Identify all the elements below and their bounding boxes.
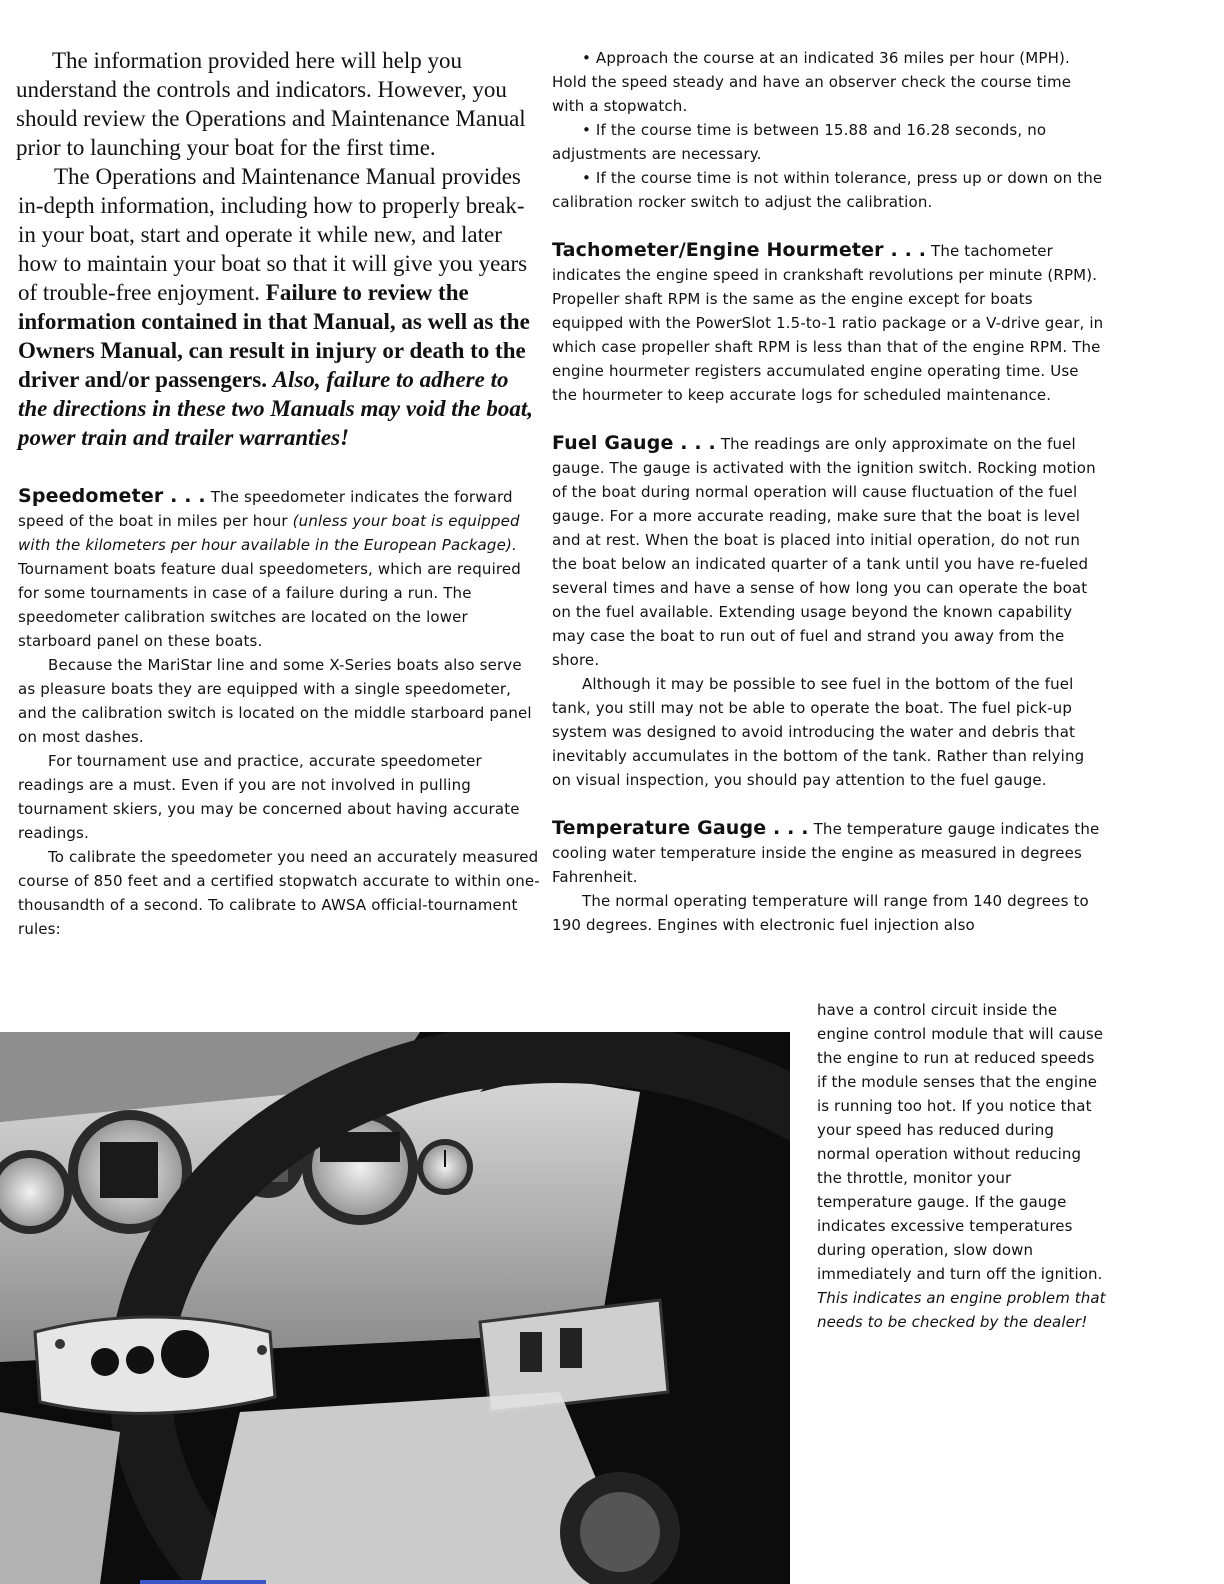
accent-bar (140, 1580, 266, 1584)
speedometer-text-a: The speedometer indicates the forward speed of the boat in miles per hour (18, 488, 513, 530)
speedometer-paragraph-4: To calibrate the speedometer you need an accurately measured course of 850 feet and a certified stopwatch accurate to within one-thousandth of a second. To calibrate to AWSA official-tournament rules: (18, 848, 540, 938)
fuel-paragraph-1 (552, 431, 1104, 672)
tachometer-text: The tachometer indicates the engine speed in crankshaft revolutions per minute (RPM). Propeller shaft RPM is the same as the engine except for boats equipped with the PowerSlot 1.5-to-1 ratio package or a V-drive gear, in which case propeller shaft RPM is less than that of the engine RPM. The engine hourmeter registers accumulated engine operating time. Use the hourmeter to keep accurate logs for scheduled maintenance. (552, 242, 1104, 404)
tachometer-heading: Tachometer/Engine Hourmeter . . . (552, 239, 927, 261)
left-column (18, 46, 540, 941)
intro-section (18, 46, 540, 452)
fuel-text: The readings are only approximate on the fuel gauge. The gauge is activated with the ignition switch. Rocking motion of the boat during normal operation will cause fluctuation of the fuel gauge. For a more accurate reading, make sure that the boat is level and at rest. When the boat is placed into initial operation, do not run the boat below an indicated quarter of a tank until you have re-fueled several times and have a sense of how long you can operate the boat on the fuel available. Extending usage beyond the known capability may case the boat to run out of fuel and strand you away from the shore. (552, 435, 1096, 669)
speedometer-text-b: Tournament boats feature dual speedometers, which are required for some tournaments in case of a failure during a run. The speedometer calibration switches are located on the lower starboard panel on these boats. (18, 560, 521, 650)
speedometer-heading: Speedometer . . . (18, 485, 206, 507)
intro-paragraph-2 (18, 162, 540, 452)
dashboard-illustration (0, 1032, 790, 1584)
speedometer-section (18, 484, 540, 941)
temperature-wrap-body: have a control circuit inside the engine control module that will cause the engine to run at reduced speeds if the module senses that the engine is running too hot. If you notice that your speed has reduced during normal operation without reducing the throttle, monitor your temperature gauge. If the gauge indicates excessive temperatures during operation, slow down immediately and turn off the ignition. (817, 1001, 1104, 1283)
dashboard-photo (0, 1032, 790, 1584)
temperature-paragraph-2-continued (817, 998, 1107, 1334)
fuel-paragraph-2: Although it may be possible to see fuel in the bottom of the fuel tank, you still may not be able to operate the boat. The fuel pick-up system was designed to avoid introducing the water and debris that inevitably accumulates in the bottom of the tank. Rather than relying on visual inspection, you should pay attention to the fuel gauge. (552, 675, 1085, 789)
temperature-heading: Temperature Gauge . . . (552, 817, 809, 839)
speedometer-paragraph-1 (18, 484, 540, 653)
intro-paragraph-1: The information provided here will help you understand the controls and indicators. However, you should review the Operations and Maintenance Manual prior to launching your boat for the first time. (16, 48, 526, 160)
temperature-text: The temperature gauge indicates the cooling water temperature inside the engine as measured in degrees Fahrenheit. (552, 820, 1100, 886)
right-column (552, 46, 1104, 937)
calibration-step-2: • If the course time is between 15.88 and 16.28 seconds, no adjustments are necessary. (552, 121, 1047, 163)
dealer-warning-italic: This indicates an engine problem that needs to be checked by the dealer! (817, 1289, 1106, 1331)
speedometer-paragraph-2: Because the MariStar line and some X-Series boats also serve as pleasure boats they are equipped with a single speedometer, and the calibration switch is located on the middle starboard panel on most dashes. (18, 656, 532, 746)
warranty-warning-italic: Also, failure to adhere to the directions in these two Manuals may void the boat, power train and trailer warranties! (18, 367, 533, 450)
manual-warning-bold: Failure to review the information contained in that Manual, as well as the Owners Manual, can result in injury or death to the driver and/or passengers. (18, 280, 530, 392)
tachometer-paragraph (552, 238, 1104, 407)
speedometer-paragraph-3: For tournament use and practice, accurate speedometer readings are a must. Even if you are not involved in pulling tournament skiers, you may be concerned about having accurate readings. (18, 752, 520, 842)
switch-panel (35, 1317, 275, 1413)
temperature-paragraph-2-start: The normal operating temperature will range from 140 degrees to 190 degrees. Engines with electronic fuel injection also (552, 892, 1089, 934)
tachometer-section (552, 238, 1104, 407)
calibration-step-3: • If the course time is not within tolerance, press up or down on the calibration rocker switch to adjust the calibration. (552, 169, 1103, 211)
calibration-step-1: • Approach the course at an indicated 36 miles per hour (MPH). Hold the speed steady and have an observer check the course time with a stopwatch. (552, 49, 1072, 115)
intro-paragraph-2-text: The Operations and Maintenance Manual provides in-depth information, including how to properly break-in your boat, start and operate it while new, and later how to maintain your boat so that it will give you years of trouble-free enjoyment. (18, 164, 528, 305)
temperature-wrap-text (817, 998, 1107, 1334)
speedometer-text-italic: (unless your boat is equipped with the kilometers per hour available in the European Package). (18, 512, 520, 554)
temperature-section (552, 816, 1104, 937)
calibration-steps (552, 46, 1104, 214)
fuel-heading: Fuel Gauge . . . (552, 432, 716, 454)
fuel-section (552, 431, 1104, 792)
temperature-paragraph-1 (552, 816, 1104, 889)
